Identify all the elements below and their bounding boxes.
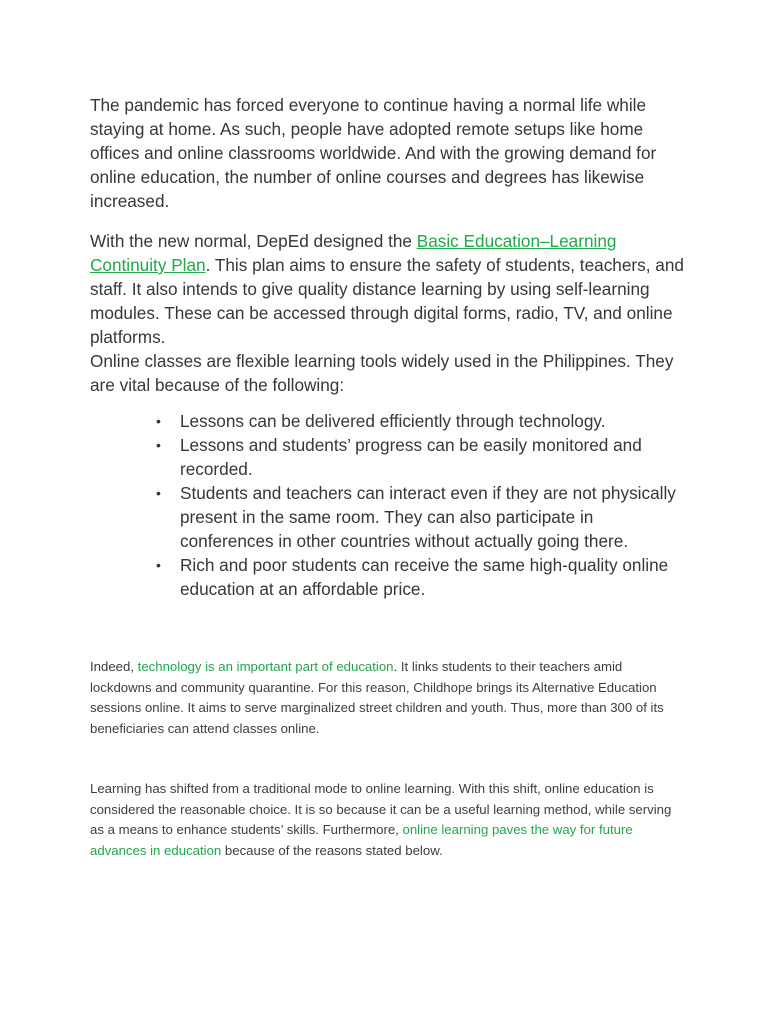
list-item-text: Rich and poor students can receive the same high-quality online education at an affordable price. [180,555,669,599]
paragraph-learning-shift-intro: Learning has shifted from a traditional mode to online learning. With this shift, online education is considered the reasonable choice. It is so because it can be a useful learning method, while serving as a means to enhance students’ skills. Furthermore, [90,781,672,837]
bullet-icon: • [156,437,161,453]
bullet-icon: • [156,485,161,501]
paragraph-deped-rest: . This plan aims to ensure the safety of students, teachers, and staff. It also intends to give quality distance learning by using self-learning modules. These can be accessed through digital forms, radio, TV, and online platforms. [90,255,684,347]
bullet-icon: • [156,413,161,429]
paragraph-childhope-rest: . It links students to their teachers amid lockdowns and community quarantine. For this reason, Childhope brings its Alternative Education sessions online. It aims to serve marginalized street children and youth. Thus, more than 300 of its beneficiaries can attend classes online. [90,659,664,736]
paragraph-childhope [90,657,680,739]
list-item [156,433,680,481]
bullet-icon: • [156,557,161,573]
paragraph-online-classes: Online classes are flexible learning tools widely used in the Philippines. They are vital because of the following: [90,351,674,395]
list-item-text: Lessons and students’ progress can be easily monitored and recorded. [180,435,642,479]
paragraph-deped-intro: With the new normal, DepEd designed the [90,231,417,251]
technology-education-link[interactable]: technology is an important part of education [137,659,394,674]
paragraph-learning-shift [90,779,680,861]
list-item-text: Students and teachers can interact even if they are not physically present in the same room. They can also participate in conferences in other countries without actually going there. [180,483,676,551]
list-item [156,409,680,433]
paragraph-childhope-intro: Indeed, [90,659,138,674]
paragraph-pandemic: The pandemic has forced everyone to continue having a normal life while staying at home. As such, people have adopted remote setups like home offices and online classrooms worldwide. And with the growing demand for online education, the number of online courses and degrees has likewise increased. [90,95,657,211]
list-item [156,481,680,553]
paragraph-learning-shift-rest: because of the reasons stated below. [221,842,443,858]
paragraph-deped [90,229,690,349]
list-item [156,553,680,601]
list-item-text: Lessons can be delivered efficiently through technology. [180,411,606,431]
learning-continuity-plan-link[interactable]: Basic Education–Learning Continuity Plan [90,231,617,275]
reasons-list [90,409,690,601]
online-learning-advances-link[interactable]: online learning paves the way for future advances in education [90,822,633,858]
document-body [90,93,690,861]
